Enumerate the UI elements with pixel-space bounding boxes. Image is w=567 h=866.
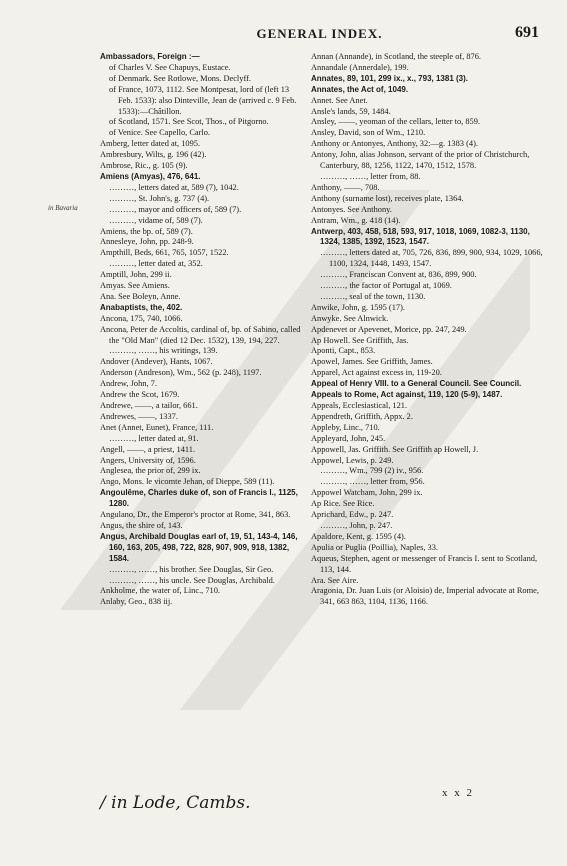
index-entry: Appeals to Rome, Act against, 119, 120 (5-9), 1487. — [311, 390, 503, 400]
index-entry: of Denmark. See Rotlowe, Mons. Declyff. — [109, 73, 251, 83]
index-entry: ………, mayor and officers of, 589 (7). — [109, 204, 242, 214]
index-entry: Ara. See Aire. — [311, 575, 359, 585]
index-entry: Amptill, John, 299 ii. — [100, 270, 172, 280]
index-entry: Ampthill, Beds, 661, 765, 1057, 1522. — [100, 248, 229, 258]
index-entry: Antony, John, alias Johnson, servant of the prior of Christchurch, Canterbury, 88, 1256, 1122, 1470, 1512, 1578. — [311, 150, 530, 171]
index-entry: Aponti, Capt., 853. — [311, 346, 376, 356]
index-entry: ………, St. John's, g. 737 (4). — [109, 193, 210, 203]
index-entry: Antwerp, 403, 458, 518, 593, 917, 1018, 1069, 1082-3, 1130, 1324, 1385, 1392, 1523, 1547. — [311, 226, 530, 247]
index-entry: of France, 1073, 1112. See Montpesat, lord of (left 13 Feb. 1533): also Dinteville, Jean de (arrived c. 9 Feb. 1533):—Châtillon. — [109, 84, 297, 116]
index-entry: Ambassadors, Foreign :— — [100, 52, 200, 61]
index-entry: Appowel Watcham, John, 299 ix. — [311, 488, 423, 498]
index-entry: Ana. See Boleyn, Anne. — [100, 291, 181, 301]
index-entry: Appendreth, Griffith, Appx. 2. — [311, 411, 413, 421]
index-entry: Annates, the Act of, 1049. — [311, 84, 409, 94]
index-entry: Ap Howell. See Griffith, Jas. — [311, 335, 409, 345]
index-entry: ………, ……, his brother. See Douglas, Sir Geo. — [109, 564, 274, 574]
index-entry: Anwyke. See Alnwick. — [311, 313, 389, 323]
index-entry: Anthony (surname lost), receives plate, 1364. — [311, 193, 464, 203]
index-entry: Angus, the shire of, 143. — [100, 520, 183, 530]
index-entry: Angers, University of, 1596. — [100, 455, 196, 465]
index-entry: Apdenevet or Apevenet, Morice, pp. 247, 249. — [311, 324, 467, 334]
index-entry: Anet (Annet, Eunet), France, 111. — [100, 422, 214, 432]
index-entry: Angulano, Dr., the Emperor's proctor at Rome, 341, 863. — [100, 510, 291, 520]
index-entry: Ambresbury, Wilts, g. 196 (42). — [100, 150, 207, 160]
index-entry: Ansley, David, son of Wm., 1210. — [311, 128, 426, 138]
index-entry: ………, letter dated at, 91. — [109, 433, 199, 443]
index-entry: Appeals, Ecclesiastical, 121. — [311, 401, 408, 410]
index-entry: Andover (Andever), Hants, 1067. — [100, 357, 213, 367]
index-entry: Amberg, letter dated at, 1095. — [100, 139, 201, 149]
index-entry: Aprichard, Edw., p. 247. — [311, 510, 394, 520]
index-entry: Apparel, Act against excess in, 119-20. — [311, 368, 442, 378]
index-entry: Apulia or Puglia (Poillia), Naples, 33. — [311, 542, 439, 552]
index-entry: Apaldore, Kent, g. 1595 (4). — [311, 531, 406, 541]
index-entry: ………, Wm., 799 (2) iv., 956. — [320, 466, 424, 476]
index-entry: ………, vidame of, 589 (7). — [109, 215, 203, 225]
index-entry: Amyas. See Amiens. — [100, 281, 170, 291]
index-entry: Ansley, ——, yeoman of the cellars, letter to, 859. — [311, 117, 481, 127]
index-entry: Annesleye, John, pp. 248-9. — [100, 237, 194, 247]
index-entry: Antram, Wm., g. 418 (14). — [311, 215, 401, 225]
index-entry: Anderson (Andreson), Wm., 562 (p. 248), 1197. — [100, 368, 262, 378]
index-entry: Apowel, James. See Griffith, James. — [311, 357, 433, 367]
index-entry: Appowel, Lewis, p. 249. — [311, 455, 394, 465]
page-number: 691 — [515, 24, 539, 41]
margin-annotation: in Bavaria — [48, 204, 78, 212]
index-entry: Ambrose, Ric., g. 105 (9). — [100, 161, 188, 171]
index-entry: Ansle's lands, 59, 1484. — [311, 106, 391, 116]
index-entry: Amiens, the bp. of, 589 (7). — [100, 226, 193, 236]
page-header — [100, 26, 539, 44]
index-entry: ………, Franciscan Convent at, 836, 899, 900. — [320, 270, 477, 280]
index-entry: Appowell, Jas. Griffith. See Griffith ap Howell, J. — [311, 444, 479, 454]
index-entry: Anthony or Antonyes, Anthony, 32:—g. 1383 (4). — [311, 139, 478, 149]
index-entry: ………, letter dated at, 352. — [109, 259, 203, 269]
index-entry: Annates, 89, 101, 299 ix., x., 793, 1381 (3). — [311, 73, 468, 83]
index-entry: Ango, Mons. le vicomte Jehan, of Dieppe, 589 (11). — [100, 477, 275, 487]
index-entry: Anwike, John, g. 1595 (17). — [311, 302, 405, 312]
index-entry: Annan (Annande), in Scotland, the steeple of, 876. — [311, 52, 482, 61]
index-entry: Andrewes, ——, 1337. — [100, 411, 178, 421]
index-entry: Appleyard, John, 245. — [311, 433, 386, 443]
index-entry: ………, letters dated at, 705, 726, 836, 899, 900, 934, 1029, 1066, 1100, 1324, 1448, 1493, 1547. — [320, 248, 543, 269]
index-entry: Angoulême, Charles duke of, son of Francis I., 1125, 1280. — [100, 488, 298, 509]
index-entry: Anglesea, the prior of, 299 ix. — [100, 466, 201, 476]
index-entry: Ancona, Peter de Accoltis, cardinal of, bp. of Sabino, called the "Old Man" (died 12 Dec. 1532), 139, 194, 227. — [100, 324, 301, 345]
index-entry: ………, ……, his uncle. See Douglas, Archibald. — [109, 575, 275, 585]
index-entry: Annandale (Annerdale), 199. — [311, 62, 409, 72]
index-entry: Antonyes. See Anthony. — [311, 204, 392, 214]
running-title: GENERAL INDEX. — [256, 26, 383, 41]
index-column-left — [100, 52, 302, 608]
index-entry: Appeal of Henry VIII. to a General Council. See Council. — [311, 379, 522, 389]
index-entry: Appleby, Linc., 710. — [311, 422, 380, 432]
index-column-right — [311, 52, 543, 608]
index-entry: ………, the factor of Portugal at, 1069. — [320, 281, 452, 291]
index-entry: ………, seal of the town, 1130. — [320, 291, 426, 301]
index-entry: Annet. See Anet. — [311, 95, 368, 105]
index-entry: ………, ……, letter from, 956. — [320, 477, 425, 487]
index-entry: Angell, ——, a priest, 1411. — [100, 444, 196, 454]
index-entry: of Venice. See Capello, Carlo. — [109, 128, 211, 138]
index-entry: Aragonia, Dr. Juan Luis (or Aloisio) de, Imperial advocate at Rome, 341, 663 863, 1104, 1136, 1166. — [311, 586, 539, 607]
index-entry: Andrew the Scot, 1679. — [100, 390, 180, 400]
index-entry: Anlaby, Geo., 838 iij. — [100, 597, 173, 607]
index-entry: Ancona, 175, 740, 1066. — [100, 313, 183, 323]
index-entry: ………, John, p. 247. — [320, 520, 393, 530]
index-entry: ………, letters dated at, 589 (7), 1042. — [109, 182, 239, 192]
index-entry: Aqueus, Stephen, agent or messenger of Francis I. sent to Scotland, 113, 144. — [311, 553, 538, 574]
handwritten-note: / in Lode, Cambs. — [100, 793, 251, 813]
index-entry: ………, ……, letter from, 88. — [320, 171, 421, 181]
signature-mark: x x 2 — [442, 787, 474, 799]
index-entry: of Charles V. See Chapuys, Eustace. — [109, 62, 231, 72]
index-entry: of Scotland, 1571. See Scot, Thos., of Pitgorno. — [109, 117, 269, 127]
index-entry: Ankholme, the water of, Linc., 710. — [100, 586, 221, 596]
index-entry: Anthony, ——, 708. — [311, 182, 380, 192]
index-entry: Andrewe, ——, a tailor, 661. — [100, 401, 198, 410]
index-entry: ………, ……, his writings, 139. — [109, 346, 218, 356]
index-entry: Angus, Archibald Douglas earl of, 19, 51, 143-4, 146, 160, 163, 205, 498, 722, 828, 907, 909, 918, 1382, 1584. — [100, 531, 298, 563]
index-entry: Anabaptists, the, 402. — [100, 302, 183, 312]
index-entry: Ap Rice. See Rice. — [311, 499, 375, 509]
index-entry: Amiens (Amyas), 476, 641. — [100, 171, 201, 181]
index-entry: Andrew, John, 7. — [100, 379, 157, 389]
